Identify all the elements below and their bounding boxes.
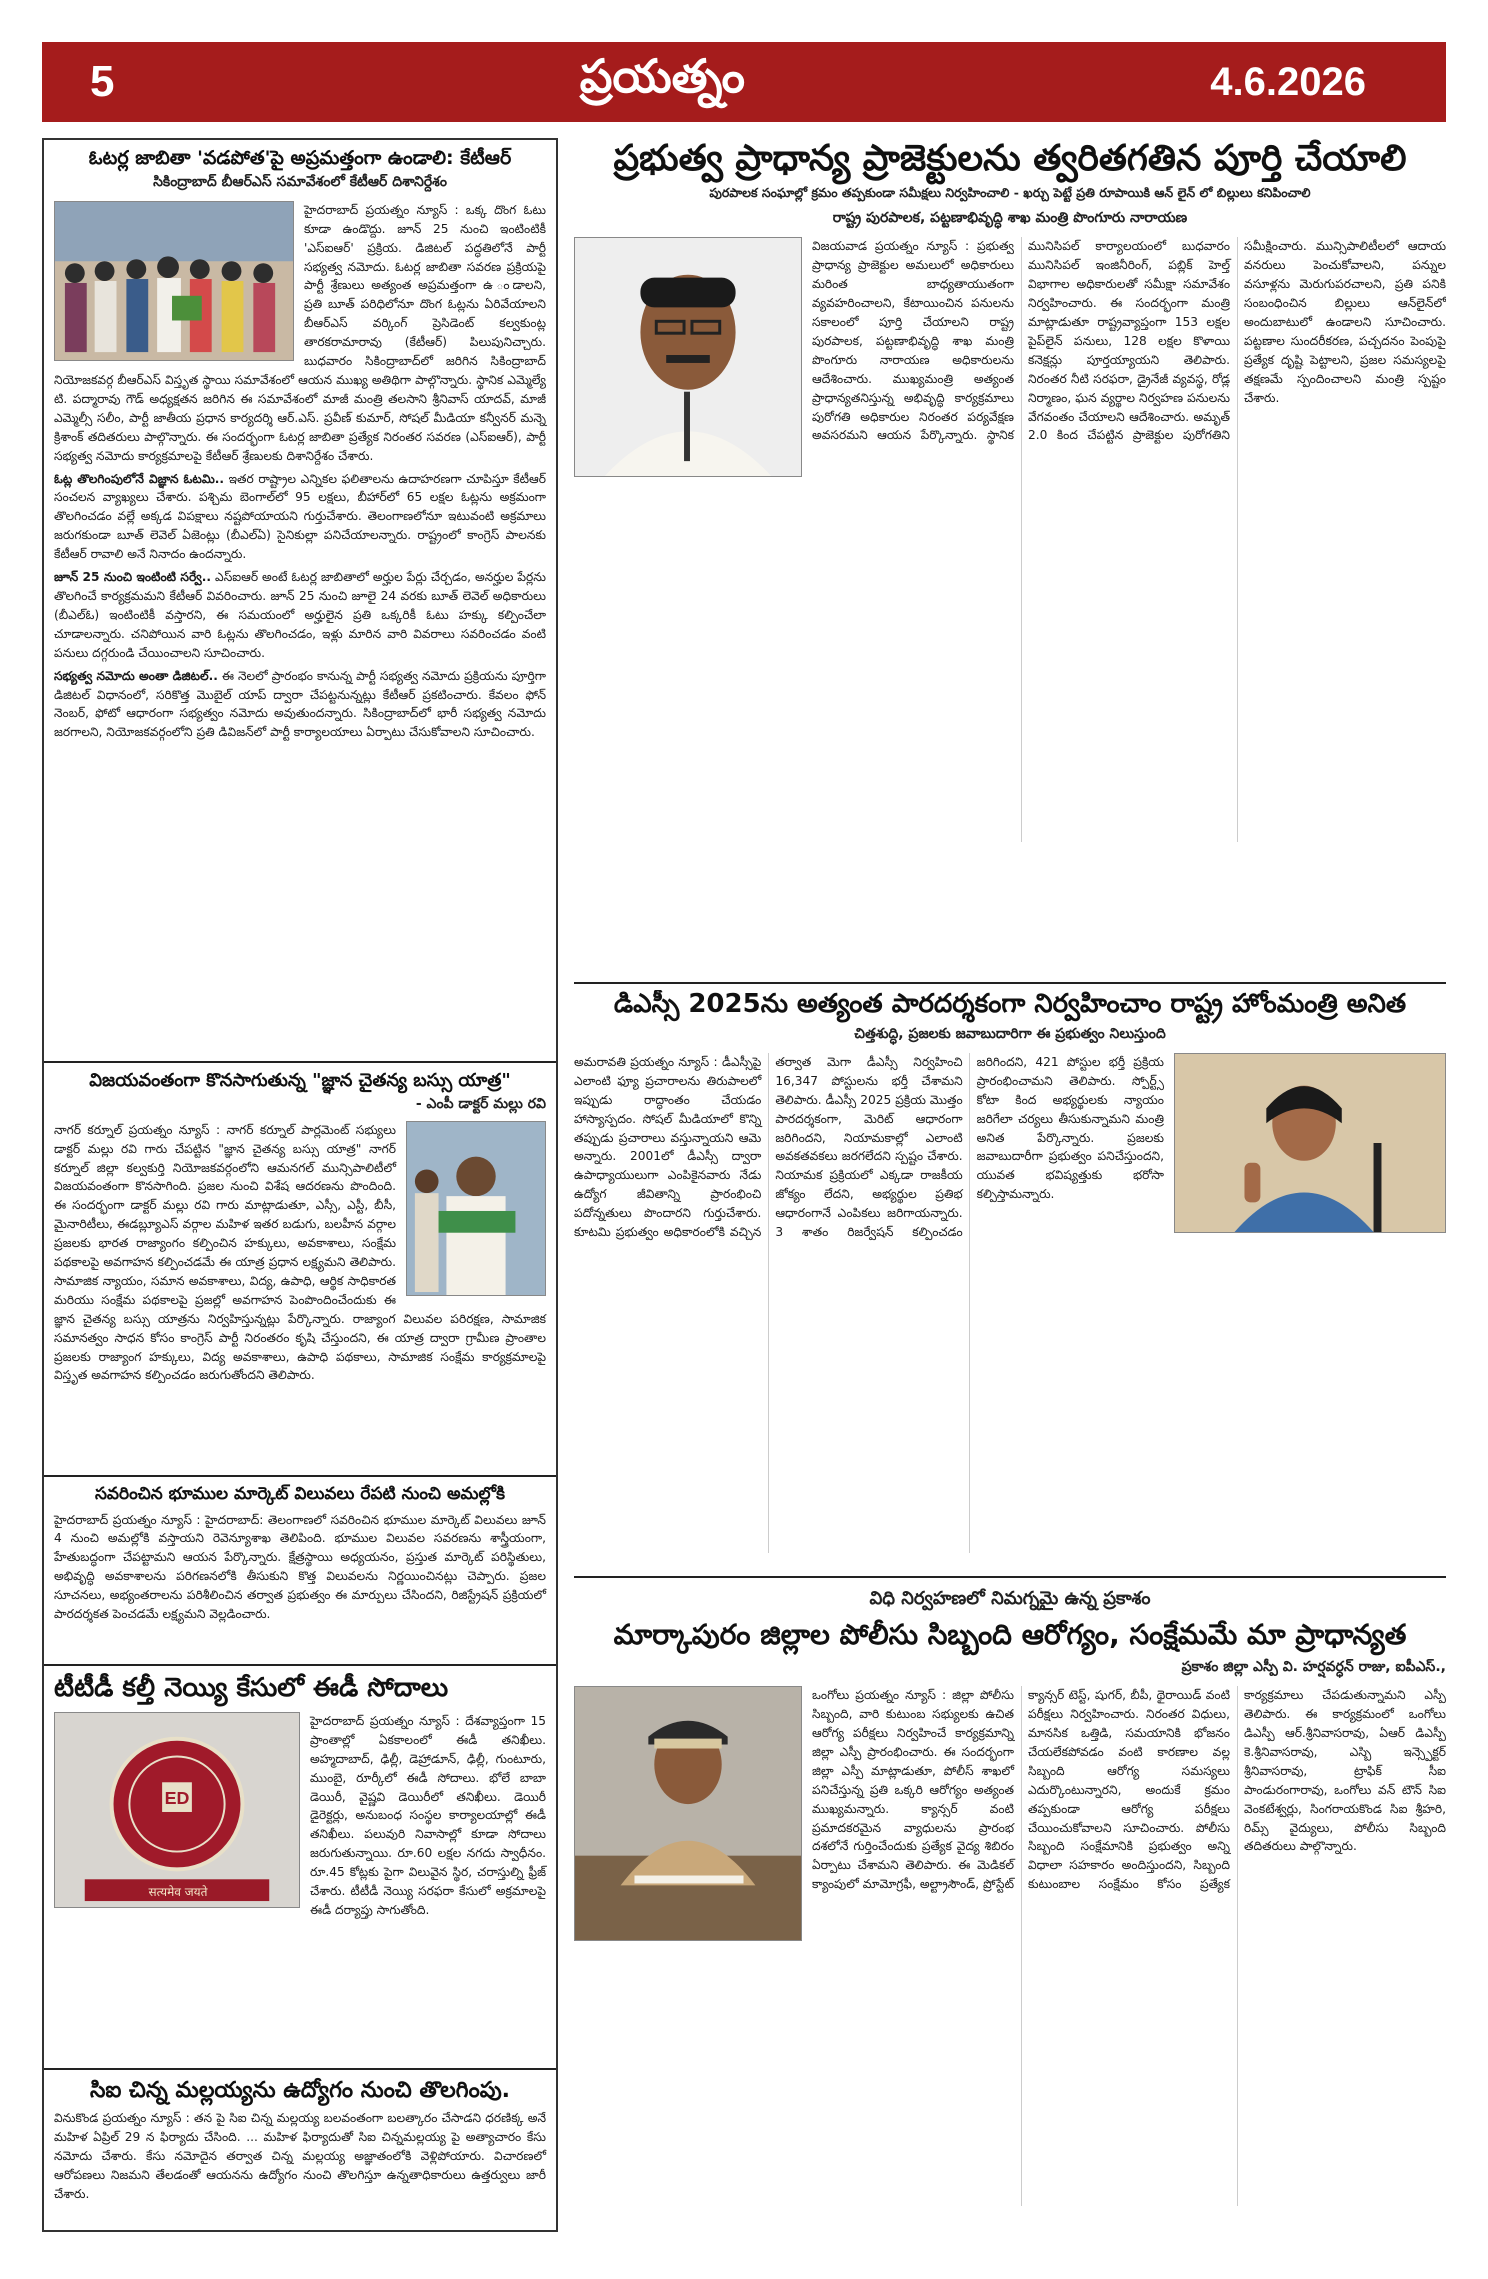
kicker-prakasam: విధి నిర్వహణలో నిమగ్నమై ఉన్న ప్రకాశం (869, 1588, 1151, 1609)
photo-ed-logo (54, 1712, 300, 1908)
headline-ttd-ed: టీటీడీ కల్తీ నెయ్యి కేసులో ఈడీ సోదాలు (54, 1673, 449, 1703)
subhead-anitha: చిత్తశుద్ధి, ప్రజలకు జవాబుదారిగా ఈ ప్రభుత్వం నిలుస్తుంది (854, 1025, 1166, 1042)
speaker-photo-icon (1175, 1054, 1445, 1232)
body-bus-yatra: నాగర్ కర్నూల్ ప్రయత్నం న్యూస్ : నాగర్ కర్నూల్ పార్లమెంట్ సభ్యులు డాక్టర్ మల్లు రవి గారు చేపట్టిన "జ్ఞాన చైతన్య బస్సు యాత్ర" నాగర్ కర్నూల్ జిల్లా కల్వకుర్తి నియోజకవర్గంలోని ఆమనగల్ మున్సిపాలిటీలో విజయవంతంగా కొనసాగింది. ప్రజల నుంచి విశేష ఆదరణను పొందింది. ఈ సందర్భంగా డాక్టర్ మల్లు రవి గారు మాట్లాడుతూ, ఎస్సీ, ఎస్టీ, బీసీ, మైనారిటీలు, ఈడబ్ల్యూఎస్ వర్గాల మహిళ ఇతర బడుగు, బలహీన వర్గాల ప్రజలకు భారత రాజ్యాంగం కల్పించిన హక్కులు, అవకాశాలు, సంక్షేమ పథకాలపై అవగాహన కల్పించడమే ఈ యాత్ర ప్రధాన లక్ష్యమని తెలిపారు. సామాజిక న్యాయం, సమాన అవకాశాలు, విద్య, ఉపాధి, ఆర్థిక సాధికారత మరియు సంక్షేమ పథకాలపై ప్రజల్లో అవగాహన పెంపొందించేందుకు ఈ జ్ఞాన చైతన్య బస్సు యాత్రను నిర్వహిస్తున్నట్లు పేర్కొన్నారు. రాజ్యాంగ విలువల పరిరక్షణ, సామాజిక సమానత్వం సాధన కోసం కాంగ్రెస్ పార్టీ నిరంతరం కృషి చేస్తుందని, ఈ యాత్ర ద్వారా గ్రామీణ ప్రాంతాల ప్రజలకు రాజ్యాంగ హక్కులు, విద్య అవకాశాలు, ఉపాధి పథకాలు, సామాజిక సంక్షేమ కార్యక్రమాలపై విస్తృత అవగాహన కల్పించడం జరుగుతోందని తెలిపారు. (54, 1122, 546, 1383)
byline-mallu-ravi: - ఎంపీ డాక్టర్ మల్లు రవి (415, 1095, 546, 1112)
headline-ci-dismissal: సిఐ చిన్న మల్లయ్యను ఉద్యోగం నుంచి తొలగింపు. (89, 2078, 511, 2103)
byline-narayana: రాష్ట్ర పురపాలక, పట్టణాభివృద్ధి శాఖ మంత్రి పొంగూరు నారాయణ (832, 210, 1188, 227)
seal-caption: सत्यमेव जयते (148, 1884, 208, 1899)
photo-mallu-ravi (406, 1121, 546, 1296)
page-number: 5 (90, 57, 115, 106)
story-anitha-dsc (574, 990, 1446, 1570)
para-lead: జూన్ 25 నుంచి ఇంటింటి సర్వే.. (54, 570, 212, 585)
story-ci-dismissal (44, 2076, 556, 2232)
divider (44, 1664, 556, 1666)
body-prakasam: ఒంగోలు ప్రయత్నం న్యూస్ : జిల్లా పోలీసు సిబ్బంది, వారి కుటుంబ సభ్యులకు ఉచిత ఆరోగ్య పరీక్షలు నిర్వహించే కార్యక్రమాన్ని జిల్లా ఎస్పీ ప్రారంభించారు. ఈ సందర్భంగా జిల్లా ఎస్పీ మాట్లాడుతూ, పోలీస్ శాఖలో పనిచేస్తున్న ప్రతి ఒక్కరి ఆరోగ్యం అత్యంత ముఖ్యమన్నారు. క్యాన్సర్ వంటి ప్రమాదకరమైన వ్యాధులను ప్రారంభ దశలోనే గుర్తించేందుకు ప్రత్యేక వైద్య శిబిరం ఏర్పాటు చేశామని తెలిపారు. ఈ మెడికల్ క్యాంపులో మామోగ్రఫీ, అల్ట్రాసౌండ్, ప్రోస్టేట్ క్యాన్సర్ టెస్ట్, షుగర్, బీపీ, థైరాయిడ్ వంటి పరీక్షలు నిర్వహించారు. నిరంతర విధులు, మానసిక ఒత్తిడి, సమయానికి భోజనం చేయలేకపోవడం వంటి కారణాల వల్ల సిబ్బంది ఆరోగ్య సమస్యలు ఎదుర్కొంటున్నారని, అందుకే క్రమం తప్పకుండా ఆరోగ్య పరీక్షలు చేయించుకోవాలని సూచించారు. పోలీసు సిబ్బంది సంక్షేమానికి ప్రభుత్వం అన్ని విధాలా సహకారం అందిస్తుందని, సిబ్బంది కుటుంబాల సంక్షేమం కోసం ప్రత్యేక కార్యక్రమాలు చేపడుతున్నామని ఎస్పీ తెలిపారు. ఈ కార్యక్రమంలో ఒంగోలు డిఎస్పీ ఆర్.శ్రీనివాసరావు, ఏఆర్ డిఎస్పీ కె.శ్రీనివాసరావు, ఎస్బి ఇన్స్పెక్టర్ శ్రీనివాసరావు, ట్రాఫిక్ సీఐ పాండురంగారావు, ఒంగోలు వన్ టౌన్ సిఐ వెంకటేశ్వర్లు, సింగరాయకొండ సిఐ శ్రీహరి, రిమ్స్ వైద్యులు, పోలీసు సిబ్బంది తదితరులు పాల్గొన్నారు. (812, 1688, 1446, 1892)
body-anitha: అమరావతి ప్రయత్నం న్యూస్ : డీఎస్సీపై ఎలాంటి ఫ్యూ ప్రచారాలను తిరుపాలలో ఇప్పుడు రాద్ధాంతం చేయడం హాస్యాస్పదం. సోషల్ మీడియాలో కొన్ని తప్పుడు ప్రచారాలు వస్తున్నాయని ఆమె అన్నారు. 2001లో డీఎస్సీ ద్వారా ఉపాధ్యాయులుగా ఎంపికైనవారు నేడు ఉద్యోగ జీవితాన్ని ప్రారంభించి పదోన్నతులు పొందారని గుర్తుచేశారు. కూటమి ప్రభుత్వం అధికారంలోకి వచ్చిన తర్వాత మెగా డీఎస్సీ నిర్వహించి 16,347 పోస్టులను భర్తీ చేశామని తెలిపారు. డీఎస్సీ 2025 ప్రక్రియ మొత్తం పారదర్శకంగా, మెరిట్ ఆధారంగా జరిగిందని, నియామకాల్లో ఎలాంటి అవకతవకలు జరగలేదని స్పష్టం చేశారు. నియామక ప్రక్రియలో ఎక్కడా రాజకీయ జోక్యం లేదని, అభ్యర్థుల ప్రతిభ ఆధారంగానే ఎంపికలు జరిగాయన్నారు. 3 శాతం రిజర్వేషన్ కల్పించడం జరిగిందని, 421 పోస్టుల భర్తీ ప్రక్రియ ప్రారంభించామని తెలిపారు. స్పోర్ట్స్ కోటా కింద అభ్యర్థులకు న్యాయం జరిగేలా చర్యలు తీసుకున్నామని మంత్రి అనిత పేర్కొన్నారు. ప్రజలకు జవాబుదారీగా ప్రభుత్వం పనిచేస్తుందని, యువత భవిష్యత్తుకు భరోసా కల్పిస్తామన్నారు. (574, 1054, 1164, 1240)
story-prakasam-police (574, 1584, 1446, 2224)
photo-sp (574, 1686, 802, 1941)
photo-anitha (1174, 1053, 1446, 1233)
divider (44, 2068, 556, 2070)
story-land-values (44, 1483, 556, 1658)
story-ttd-ed (44, 1672, 556, 2062)
headline-anitha: డిఎస్సీ 2025ను అత్యంత పారదర్శకంగా నిర్వహించాం రాష్ట్ర హోంమంత్రి అనిత (613, 990, 1407, 1019)
masthead (42, 42, 1446, 122)
group-photo-icon (55, 202, 293, 360)
para-lead: ఓట్ల తొలగింపులోనే విజ్ఞాన ఓటమి.. (54, 471, 224, 486)
story-narayana (574, 138, 1446, 976)
photo-ktr-meeting (54, 201, 294, 361)
divider (574, 1576, 1446, 1578)
subhead-ktr: సికింద్రాబాద్ బీఆర్ఎస్ సమావేశంలో కేటీఆర్ దిశానిర్దేశం (153, 173, 447, 190)
portrait-photo-icon (575, 238, 801, 476)
body-ci-dismissal: వినుకొండ ప్రయత్నం న్యూస్ : తన పై సిఐ చిన్న మల్లయ్య బలవంతంగా బలత్కారం చేసాడని ధరణిక్క అనే మహిళ ఏప్రిల్ 29 న ఫిర్యాదు చేసింది. ... మహిళ ఫిర్యాదుతో సిఐ చిన్నమల్లయ్య పై అత్యాచారం కేసు నమోదు చేశారు. కేసు నమోదైన తర్వాత చిన్న మల్లయ్య అజ్ఞాతంలోకి వెళ్లిపోయారు. విచారణలో ఆరోపణలు నిజమని తేలడంతో ఆయనను ఉద్యోగం నుంచి తొలగిస్తూ ఉన్నతాధికారులు ఉత్తర్వులు జారీ చేశారు. (54, 2111, 546, 2201)
divider (574, 982, 1446, 984)
divider (44, 1475, 556, 1477)
headline-bus-yatra: విజయవంతంగా కొనసాగుతున్న "జ్ఞాన చైతన్య బస్సు యాత్ర" (89, 1070, 511, 1091)
story-bus-yatra (44, 1069, 556, 1469)
story-ktr-voters (44, 140, 556, 1055)
headline-land-values: సవరించిన భూముల మార్కెట్ విలువలు రేపటి నుంచి అమల్లోకి (95, 1484, 505, 1504)
speaker-photo-icon (407, 1122, 545, 1295)
headline-ktr: ఓటర్ల జాబితా 'వడపోత'పై అప్రమత్తంగా ఉండాలి: కేటీఆర్ (88, 147, 512, 169)
right-column (574, 138, 1446, 2232)
ed-seal-icon (55, 1713, 299, 1907)
officer-photo-icon (575, 1687, 801, 1940)
photo-narayana (574, 237, 802, 477)
divider (44, 1061, 556, 1063)
body-land-values: హైదరాబాద్ ప్రయత్నం న్యూస్ : హైదరాబాద్: తెలంగాణలో సవరించిన భూముల మార్కెట్ విలువలు జూన్ 4 నుంచి అమల్లోకి వస్తాయని రెవెన్యూశాఖ తెలిపింది. భూముల విలువల సవరణను శాస్త్రీయంగా, హేతుబద్ధంగా చేపట్టామని ఆయన పేర్కొన్నారు. క్షేత్రస్థాయి అధ్యయనం, ప్రస్తుత మార్కెట్ పరిస్థితులు, అభివృద్ధి అవకాశాలను పరిగణనలోకి తీసుకుని కొత్త విలువలను నిర్ణయించినట్లు చెప్పారు. ప్రజల సూచనలు, అభ్యంతరాలను పరిశీలించిన తర్వాత ప్రభుత్వం ఈ మార్పులు చేసిందని, రిజిస్ట్రేషన్ ప్రక్రియలో పారదర్శకత పెంచడమే లక్ష్యమని వెల్లడించారు. (54, 1512, 546, 1622)
headline-narayana: ప్రభుత్వ ప్రాధాన్య ప్రాజెక్టులను త్వరితగతిన పూర్తి చేయాలి (613, 138, 1407, 179)
headline-prakasam: మార్కాపురం జిల్లాల పోలీసు సిబ్బంది ఆరోగ్యం, సంక్షేమమే మా ప్రాధాన్యత (613, 1618, 1407, 1651)
para-lead: సభ్యత్వ నమోదు అంతా డిజిటల్.. (54, 668, 218, 683)
svg-text:ED: ED (164, 1787, 190, 1808)
body-ktr: హైదరాబాద్ ప్రయత్నం న్యూస్ : ఒక్క దొంగ ఓటు కూడా ఉండొద్దు. జూన్ 25 నుంచి ఇంటింటికీ 'ఎస్ఐఆర్' ప్రక్రియ. డిజిటల్ పద్ధతిలోనే పార్టీ సభ్యత్వ నమోదు. ఓటర్ల జాబితా సవరణ ప్రక్రియపై పార్టీ శ్రేణులు అత్యంత అప్రమత్తంగా ఉ ండాలని, ప్రతి బూత్ పరిధిలోనూ దొంగ ఓట్లను ఏరివేయాలని బీఆర్ఎస్ వర్కింగ్ ప్రెసిడెంట్ కల్వకుంట్ల తారకరామారావు (కేటీఆర్) పిలుపునిచ్చారు. బుధవారం సికింద్రాబాద్‌లో జరిగిన సికింద్రాబాద్ నియోజకవర్గ బీఆర్ఎస్ విస్తృత స్థాయి సమావేశంలో ఆయన ముఖ్య అతిథిగా పాల్గొన్నారు. స్థానిక ఎమ్మెల్యే టి. పద్మారావు గౌడ్ అధ్యక్షతన జరిగిన ఈ సమావేశంలో మాజీ మంత్రి తలసాని శ్రీనివాస్ యాదవ్, మాజీ ఎమ్మెల్సీ సలీం, పార్టీ జాతీయ ప్రధాన కార్యదర్శి ఆర్.ఎస్. ప్రవీణ్ కుమార్, సోషల్ మీడియా కన్వీనర్ మన్నె క్రిశాంక్ తదితరులు పాల్గొన్నారు. ఈ సందర్భంగా ఓటర్ల జాబితా ప్రత్యేక నిరంతర సవరణ (ఎస్ఐఆర్), పార్టీ సభ్యత్వ నమోదు కార్యక్రమాలపై కేటీఆర్ శ్రేణులకు దిశానిర్దేశం చేశారు. ఓట్ల తొలగింపులోనే విజ్ఞాన ఓటమి.. ఇతర రాష్ట్రాల ఎన్నికల ఫలితాలను ఉదాహరణగా చూపిస్తూ కేటీఆర్ సంచలన వ్యాఖ్యలు చేశారు. పశ్చిమ బెంగాల్‌లో 95 లక్షలు, బీహార్‌లో 65 లక్షల ఓట్లను అక్రమంగా తొలగించడం వల్లే అక్కడ విపక్షాలు నష్టపోయాయని గుర్తుచేశారు. తెలంగాణలోనూ ఇటువంటి అక్రమాలు జరుగకుండా బూత్ లెవెల్ ఏజెంట్లు (బీఎల్ఏ) సైనికుల్లా పనిచేయాలన్నారు. రాష్ట్రంలో కాంగ్రెస్ పాలనకు కేటీఆర్ రావాలి అనే నినాదం ఉందన్నారు. జూన్ 25 నుంచి ఇంటింటి సర్వే.. ఎస్ఐఆర్ అంటే ఓటర్ల జాబితాలో అర్హుల పేర్లు చేర్చడం, అనర్హుల పేర్లను తొలగించే కార్యక్రమమని కేటీఆర్ వివరించారు. జూన్ 25 నుంచి జూలై 24 వరకు బూత్ లెవెల్ అధికారులు (బీఎల్ఓ) ఇంటింటికీ వస్తారని, ఈ సమయంలో అర్హులైన ప్రతి ఒక్కరికీ ఓటు హక్కు కల్పించేలా చూడాలన్నారు. చనిపోయిన వారి ఓట్లను తొలగించడం, ఇళ్లు మారిన వారి వివరాలు సవరించడం వంటి పనులు దగ్గరుండి చేయించాలని సూచించారు. సభ్యత్వ నమోదు అంతా డిజిటల్.. ఈ నెలలో ప్రారంభం కానున్న పార్టీ సభ్యత్వ నమోదు ప్రక్రియను పూర్తిగా డిజిటల్ విధానంలో, సరికొత్త మొబైల్ యాప్ ద్వారా చేపట్టనున్నట్లు కేటీఆర్ ప్రకటించారు. కేవలం ఫోన్ నెంబర్, ఫోటో ఆధారంగా సభ్యత్వం నమోదు అవుతుందన్నారు. సికింద్రాబాద్‌లో భారీ సభ్యత్వ నమోదు జరగాలని, నియోజకవర్గంలోని ప్రతి డివిజన్‌లో పార్టీ కార్యాలయాలు ఏర్పాటు చేసుకోవాలని సూచించారు. (54, 202, 547, 740)
left-column (42, 138, 558, 2232)
issue-date: 4.6.2026 (1210, 59, 1366, 104)
subhead-narayana: పురపాలక సంఘాల్లో క్రమం తప్పకుండా సమీక్షలు నిర్వహించాలి - ఖర్చు పెట్టే ప్రతి రూపాయికి ఆన్ లైన్ లో బిల్లులు కనిపించాలి (709, 185, 1311, 201)
byline-prakasam: ప్రకాశం జిల్లా ఎస్పీ వి. హర్షవర్ధన్ రాజు, ఐపీఎస్., (1181, 1659, 1446, 1676)
newspaper-brand: ప్రయత్నం (579, 49, 745, 103)
body-narayana: విజయవాడ ప్రయత్నం న్యూస్ : ప్రభుత్వ ప్రాధాన్య ప్రాజెక్టుల అమలులో అధికారులు మరింత బాధ్యతాయుతంగా వ్యవహరించాలని, కేటాయించిన పనులను సకాలంలో పూర్తి చేయాలని రాష్ట్ర పురపాలక, పట్టణాభివృద్ధి శాఖ మంత్రి పొంగూరు నారాయణ అధికారులను ఆదేశించారు. ముఖ్యమంత్రి అత్యంత ప్రాధాన్యతనిస్తున్న అభివృద్ధి కార్యక్రమాలు పురోగతి అధికారుల నిరంతర పర్యవేక్షణ అవసరమని ఆయన పేర్కొన్నారు. స్థానిక మునిసిపల్ కార్యాలయంలో బుధవారం మునిసిపల్ ఇంజినీరింగ్, పబ్లిక్ హెల్త్ విభాగాల అధికారులతో సమీక్షా సమావేశం నిర్వహించారు. ఈ సందర్భంగా మంత్రి మాట్లాడుతూ రాష్ట్రవ్యాప్తంగా 153 లక్షల పైప్‌లైన్ పనులు, 128 లక్షల కొళాయి కనెక్షన్లు పూర్తయ్యాయని తెలిపారు. నిరంతర నీటి సరఫరా, డ్రైనేజీ వ్యవస్థ, రోడ్ల నిర్మాణం, ఘన వ్యర్థాల నిర్వహణ పనులను వేగవంతం చేయాలని ఆదేశించారు. అమృత్ 2.0 కింద చేపట్టిన ప్రాజెక్టుల పురోగతిని సమీక్షించారు. మున్సిపాలిటీలలో ఆదాయ వనరులు పెంచుకోవాలని, పన్నుల వసూళ్లను మెరుగుపరచాలని, ప్రతి పనికి సంబంధించిన బిల్లులు ఆన్‌లైన్‌లో అందుబాటులో ఉండాలని సూచించారు. పట్టణాల సుందరీకరణ, పచ్చదనం పెంపుపై ప్రత్యేక దృష్టి పెట్టాలని, ప్రజల సమస్యలపై తక్షణమే స్పందించాలని మంత్రి స్పష్టం చేశారు. (812, 239, 1446, 443)
body-ttd-ed: హైదరాబాద్ ప్రయత్నం న్యూస్ : దేశవ్యాప్తంగా 15 ప్రాంతాల్లో ఏకకాలంలో ఈడీ తనిఖీలు. అహ్మదాబాద్, ఢిల్లీ, డెహ్రాడూన్, ఢిల్లీ, గుంటూరు, ముంబై, రూర్కీలో ఈడీ సోదాలు. భోలే బాబా డెయిరీ, వైష్ణవి డెయిరీలో తనిఖీలు. డెయిరీ డైరెక్టర్లు, అనుబంధ సంస్థల కార్యాలయాల్లో ఈడీ తనిఖీలు. పలువురి నివాసాల్లో కూడా సోదాలు జరుగుతున్నాయి. రూ.60 లక్షల నగదు స్వాధీనం. రూ.45 కోట్లకు పైగా విలువైన స్థిర, చరాస్తుల్ని ఫ్రీజ్ చేశారు. టీటీడీ నెయ్యి సరఫరా కేసులో అక్రమాలపై ఈడీ దర్యాప్తు సాగుతోంది. (310, 1713, 546, 1917)
